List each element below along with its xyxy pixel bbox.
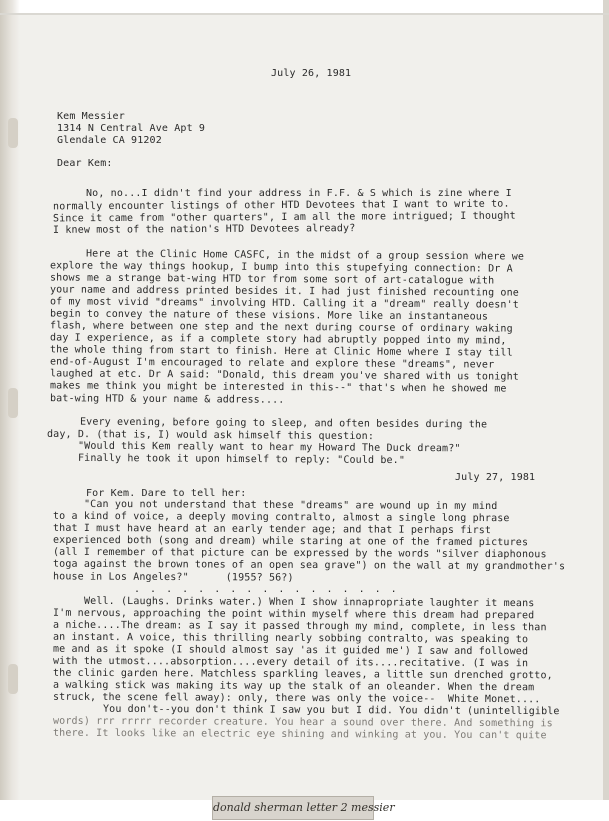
- paragraph-line: bat-wing HTD & your name & address....: [49, 393, 285, 406]
- letter-date: July 26, 1981: [271, 68, 352, 79]
- paragraph-line: end-of-August I'm encouraged to relate and explore these "dreams", never: [49, 356, 495, 371]
- paragraph-line: You don't--you don't think I saw you but I did. You didn't (unintelligible: [102, 703, 560, 718]
- salutation: Dear Kem:: [57, 158, 113, 169]
- paragraph-line: house in Los Angeles?" (1955? 56?): [52, 571, 294, 584]
- paragraph-line: day, D. (that is, I) would ask himself this question:: [46, 428, 375, 443]
- paragraph-line: the whole thing from start to finish. Here at Clinic Home where I stay till: [49, 344, 513, 359]
- paragraph-line: "Would this Kem really want to hear my Howard The Duck dream?": [77, 440, 461, 455]
- address-line: Kem Messier: [57, 111, 125, 122]
- paragraph-line: makes me think you might be interested in this--" that's when he showed me: [49, 380, 507, 395]
- paragraph-line: struck, the scene fell away): only, there was only the voice-- White Monet....: [52, 691, 541, 706]
- paragraph-line: I knew most of the nation's HTD Devotees already?: [52, 223, 356, 236]
- paragraph-line: Since it came from "other quarters", I am all the more intrigued; I thought: [52, 210, 516, 225]
- paragraph-line: flash, where between one step and the next during course of ordinary waking: [49, 320, 513, 335]
- paragraph-line: there. It looks like an electric eye shining and winking at you. You can't quite: [52, 727, 547, 742]
- address-line: Glendale CA 91202: [57, 135, 162, 146]
- paragraph-line: toga against the brown tones of an open sea grave") on the wall at my grandmother's: [52, 558, 566, 573]
- paragraph-line: me and as it spoke (I should almost say 'as it guided me') I saw and followed: [52, 643, 529, 658]
- archive-label: donald sherman letter 2 messier: [212, 796, 374, 820]
- paragraph-line: I'm nervous, approaching the point within myself where this dream had prepared: [52, 607, 535, 622]
- paragraph-line: explore the way things hookup, I bump into this stupefying connection: Dr A: [49, 260, 513, 275]
- paragraph-line: (all I remember of that picture can be expressed by the words "silver diaphonous: [52, 546, 547, 561]
- section-separator: . . . . . . . . . . . . . . . . .: [134, 584, 399, 595]
- paragraph-line: normally encounter listings of other HTD Devotees that I want to write to.: [52, 198, 510, 213]
- paragraph-line: "Can you not understand that these "dreams" are wound up in my mind: [83, 498, 498, 513]
- paragraph-line: shows me a strange bat-wing HTD tor from some sort of art-catalogue with: [49, 272, 495, 287]
- paragraph-line: the clinic garden here. Matchless sparkling leaves, a little sun drenched grotto,: [52, 667, 553, 682]
- paragraph-line: experienced both (song and dream) while staring at one of the framed pictures: [52, 534, 529, 549]
- paragraph-line: begin to convey the nature of these visions. More like an instantaneous: [49, 308, 489, 323]
- paragraph-line: Finally he took it upon himself to reply: "Could be.": [77, 452, 406, 467]
- paragraph-line: No, no...I didn't find your address in F.F. & S which is zine where I: [86, 188, 512, 199]
- paragraph-line: Here at the Clinic Home CASFC, in the midst of a group session where we: [85, 248, 525, 263]
- paragraph-line: of my most vivid "dreams" involving HTD. Calling it a "dream" really doesn't: [49, 296, 520, 311]
- paragraph-line: a walking stick was making its way up the stalk of an oleander. When the dream: [52, 679, 535, 694]
- paragraph-line: with the utmost....absorption....every detail of its....recitative. (I was in: [52, 655, 529, 670]
- paragraph-line: a niche....The dream: as I say it passed through my mind, complete, in less than: [52, 619, 547, 634]
- letter-date-second: July 27, 1981: [455, 472, 536, 483]
- paragraph-line: an instant. A voice, this thrilling nearly sobbing contralto, was speaking to: [52, 631, 529, 646]
- paragraph-line: day I experience, as if a complete story had abruptly popped into my mind,: [49, 332, 507, 347]
- paragraph-line: your name and address printed besides it. I had just finished recounting one: [49, 284, 520, 299]
- paragraph-line: laughed at etc. Dr A said: "Donald, this dream you've shared with us tonight: [49, 368, 520, 383]
- paragraph-line: Every evening, before going to sleep, and often besides during the: [79, 416, 488, 431]
- address-line: 1314 N Central Ave Apt 9: [57, 123, 206, 134]
- paragraph-line: For Kem. Dare to tell her:: [86, 488, 247, 499]
- paragraph-line: that I must have heard at an early tender age; and that I perhaps first: [52, 522, 492, 537]
- paragraph-line: to a kind of voice, a deeply moving contralto, almost a single long phrase: [52, 510, 510, 525]
- paragraph-line: words) rrr rrrrr recorder creature. You hear a sound over there. And something is: [52, 715, 553, 730]
- paragraph-line: Well. (Laughs. Drinks water.) When I show innapropriate laughter it means: [83, 595, 535, 610]
